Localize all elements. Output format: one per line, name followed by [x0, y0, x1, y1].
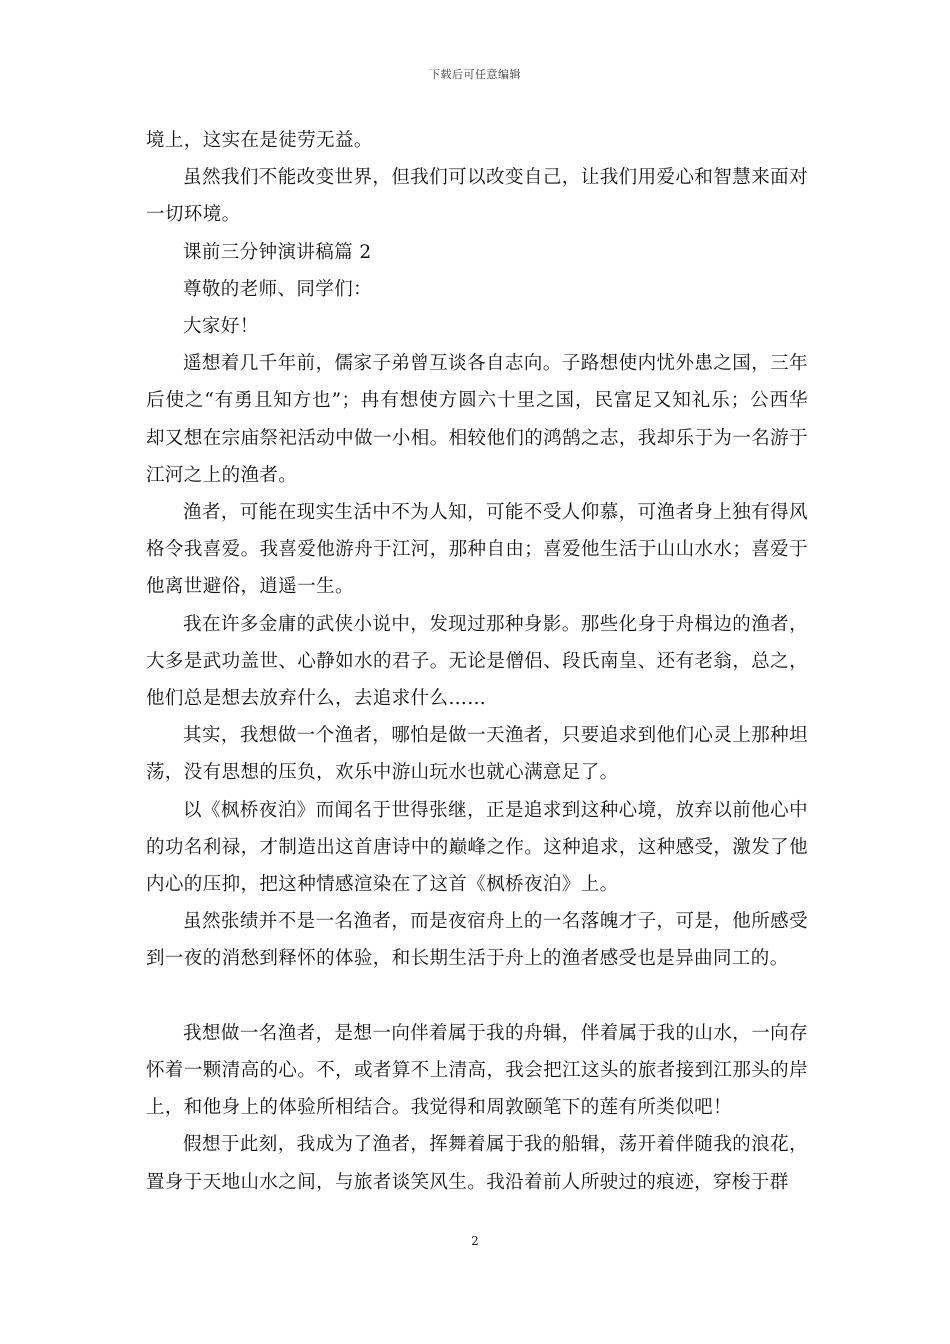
paragraph: 虽然我们不能改变世界，但我们可以改变自己，让我们用爱心和智慧来面对一切环境。 [146, 167, 808, 226]
paragraph: 大家好！ [183, 316, 259, 338]
paragraph: 虽然张绩并不是一名渔者，而是夜宿舟上的一名落魄才子，可是，他所感受到一夜的消愁到释怀的体验，和长期生活于舟上的渔者感受也是异曲同工的。 [146, 911, 808, 970]
paragraph: 尊敬的老师、同学们： [183, 278, 373, 300]
paragraph: 以《枫桥夜泊》而闻名于世得张继，正是追求到这种心境，放弃以前他心中的功名利禄，才制造出这首唐诗中的巅峰之作。这种追求，这种感受，激发了他内心的压抑，把这种情感渲染在了这首《枫桥夜泊》上。 [146, 799, 808, 896]
page-number: 2 [471, 1234, 479, 1248]
blank-line [146, 978, 808, 1015]
page-header: 下载后可任意编辑 [429, 68, 521, 81]
paragraph: 课前三分钟演讲稿篇 2 [183, 241, 372, 263]
paragraph: 假想于此刻，我成为了渔者，挥舞着属于我的船辑，荡开着伴随我的浪花，置身于天地山水之间，与旅者谈笑风生。我沿着前人所驶过的痕迹，穿梭于群 [146, 1134, 808, 1193]
paragraph: 遥想着几千年前，儒家子弟曾互谈各自志向。子路想使内忧外患之国，三年后使之“有勇且知方也”；冉有想使方圆六十里之国，民富足又知礼乐；公西华却又想在宗庙祭祀活动中做一小相。相较他们的鸿鹄之志，我却乐于为一名游于江河之上的渔者。 [146, 353, 808, 486]
paragraph: 其实，我想做一个渔者，哪怕是做一天渔者，只要追求到他们心灵上那种坦荡，没有思想的压负，欢乐中游山玩水也就心满意足了。 [146, 725, 808, 784]
paragraph: 境上，这实在是徒劳无益。 [146, 130, 373, 151]
paragraph: 我想做一名渔者，是想一向伴着属于我的舟辑，伴着属于我的山水，一向存怀着一颗清高的心。不，或者算不上清高，我会把江这头的旅者接到江那头的岸上，和他身上的体验所相结合。我觉得和周敦颐笔下的莲有所类似吧！ [146, 1022, 808, 1119]
document-body [146, 122, 808, 1201]
paragraph: 我在许多金庸的武侠小说中，发现过那种身影。那些化身于舟楫边的渔者，大多是武功盖世、心静如水的君子。无论是僧侣、段氏南皇、还有老翁，总之，他们总是想去放弃什么，去追求什么…… [146, 613, 808, 710]
paragraph: 渔者，可能在现实生活中不为人知，可能不受人仰慕，可渔者身上独有得风格令我喜爱。我喜爱他游舟于江河，那种自由；喜爱他生活于山山水水；喜爱于他离世避俗，逍遥一生。 [146, 502, 808, 598]
